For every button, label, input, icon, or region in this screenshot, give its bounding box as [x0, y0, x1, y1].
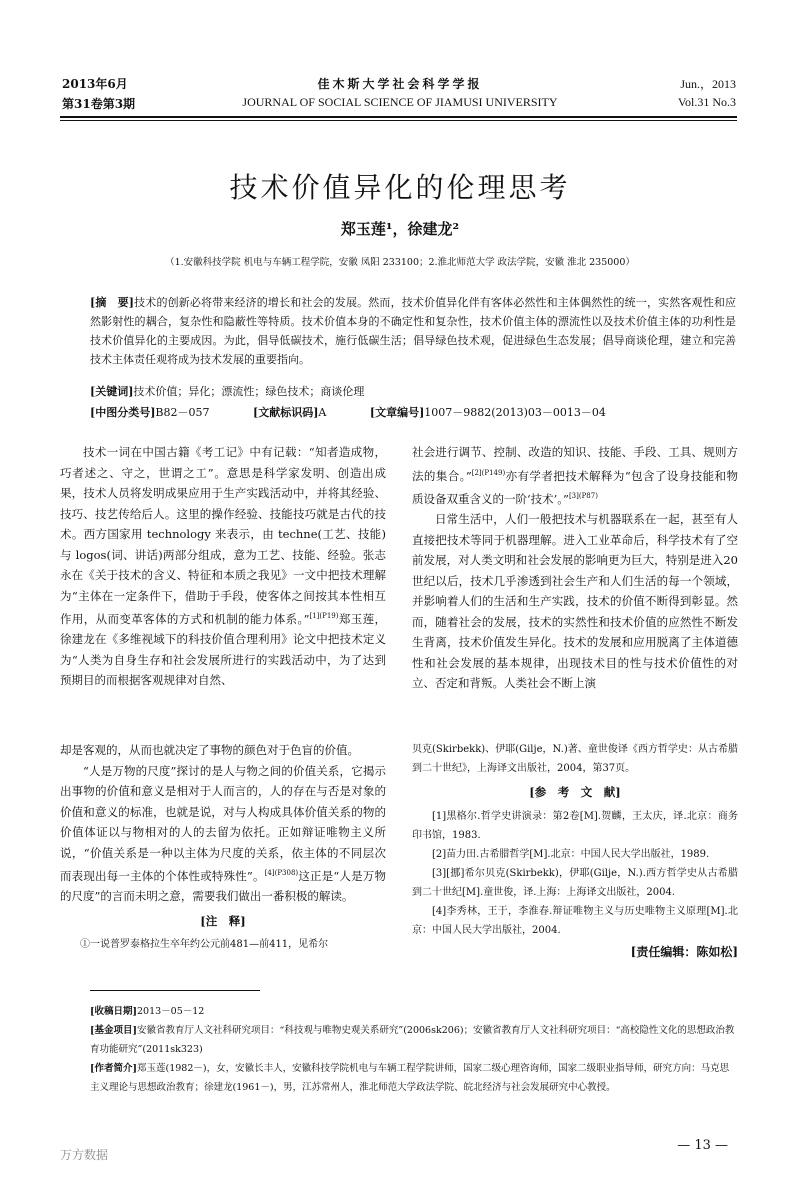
fund-info [90, 1021, 736, 1059]
text: 安徽省教育厅人文社科研究项目：“科技观与唯物史观关系研究”(2006sk206)；安徽省教育厅人文社科研究项目：“高校隐性文化的思想政治教育功能研究”(2011sk323) [90, 1025, 735, 1055]
paper-affiliation: （1.安徽科技学院 机电与车辆工程学院，安徽 凤阳 233100；2.淮北师范大学 政法学院，安徽 淮北 235000） [165, 257, 635, 268]
abstract [90, 293, 736, 369]
received-date [90, 1002, 736, 1021]
body-left-column [60, 442, 386, 691]
lower-left-column [60, 740, 386, 954]
body-right-column [412, 442, 738, 694]
doc-code-value: A [318, 406, 327, 419]
keywords-label: [关键词] [90, 385, 134, 398]
header-rule-thin [60, 120, 737, 121]
label: [作者简介] [90, 1063, 137, 1074]
references-heading: [参 考 文 献] [529, 785, 621, 799]
note-item: ①一说普罗泰格拉生卒年约公元前481—前411，见希尔 [80, 939, 329, 951]
journal-name-en: JOURNAL OF SOCIAL SCIENCE OF JIAMUSI UNIVERSITY [242, 95, 558, 109]
footnote-rule [90, 990, 260, 991]
reference-item: [1]黑格尔.哲学史讲演录：第2卷[M].贺麟，王太庆，译.北京：商务印书馆，1983. [412, 810, 738, 841]
author-bio [90, 1059, 736, 1097]
lower-right-column [412, 740, 738, 962]
doc-code-label: [文献标识码] [253, 406, 319, 419]
note-continuation: 贝克(Skirbekk)、伊耶(Gilje，N.)著、童世俊译《西方哲学史：从古希腊到二十世纪》，上海译文出版社，2004，第37页。 [412, 744, 738, 774]
reference-item: [2]苗力田.古希腊哲学[M].北京：中国人民大学出版社，1989. [432, 848, 710, 860]
abstract-text: 技术的创新必将带来经济的增长和社会的发展。然而，技术价值异化伴有客体必然性和主体偶然性的统一，实然客观性和应然影射性的耦合，复杂性和隐蔽性等特质。技术价值本身的不确定性和复杂性，技术价值主体的漂流性以及技术价值主体的功利性是技术价值异化的主要成因。为此，倡导低碳技术，施行低碳生活；倡导绿色技术观，促进绿色生态发展；倡导商谈伦理，建立和完善技术主体责任观将成为技术发展的重要指向。 [90, 296, 736, 366]
text: 技术一词在中国古籍《考工记》中有记载：“知者造成物，巧者述之、守之，世谓之工”。意思是科学家发明、创造出成果，技术人员将发明成果应用于生产实践活动中，并将其经验、技巧、技艺传给后人。这里的操作经验、技能技巧就是古代的技术。西方国家用 technology 来表示，由 techne(工艺、技能)与 logos(词、讲话)两部分组成，意为工艺、技能、经验。张志永在《关于技术的含义、特征和本质之我见》一文中把技术理解为“主体在一定条件下，借助于手段，使客体之间按其本性相互作用，从而变革客体的方式和机制的能力体系。” [60, 445, 386, 626]
reference-item: [3][挪]希尔贝克(Skirbekk)，伊耶(Gilje，N.).西方哲学史从古希腊到二十世纪[M].童世俊，译.上海：上海译文出版社，2004. [412, 867, 738, 898]
paragraph [60, 761, 386, 907]
page-number: — 13 — [677, 1138, 728, 1153]
citation: [4](P308) [264, 869, 299, 877]
text: 郑玉莲(1982－)，女，安徽长丰人，安徽科技学院机电与车辆工程学院讲师，国家二级心理咨询师，国家二级职业指导师，研究方向：马克思主义理论与思想政治教育；徐建龙(1961－)，男，江苏常州人，淮北师范大学政法学院、皖北经济与社会发展研究中心教授。 [90, 1063, 730, 1093]
text: 社会进行调节、控制、改造的知识、技能、手段、工具、规则方法的集合。” [412, 445, 738, 483]
text: 这正是“人是万物的尺度”的言而未明之意，需要我们做出一番积极的解读。 [60, 868, 386, 904]
paragraph: 日常生活中，人们一般把技术与机器联系在一起，甚至有人直接把技术等同于机器理解。进入工业革命后，科学技术有了空前发展，对人类文明和社会发展的影响更为巨大，特别是进入20世纪以后，技术几乎渗透到社会生产和人们生活的每一个领域，并影响着人们的生活和生产实践，技术的价值不断得到彰显。然而，随着社会的发展，技术的实然性和技术价值的应然性不断发生背离，技术价值发生异化。技术的发展和应用脱离了主体道德性和社会发展的基本规律，出现技术目的性与技术价值性的对立、否定和背叛。人类社会不断上演 [412, 512, 738, 691]
footnotes [90, 1002, 736, 1097]
paper-title: 技术价值异化的伦理思考 [229, 171, 571, 204]
citation: [3](P87) [568, 491, 598, 500]
clc-value: B82－057 [155, 406, 210, 419]
watermark: 万方数据 [60, 1148, 109, 1162]
citation: [2](P149) [471, 468, 506, 477]
citation: [1](P19) [309, 612, 339, 620]
notes-heading: [注 释] [200, 913, 246, 928]
label: [基金项目] [90, 1025, 137, 1036]
abstract-label: [摘 要] [90, 296, 135, 309]
paragraph [412, 442, 738, 509]
reference-list [412, 807, 738, 940]
keywords [90, 382, 736, 401]
header-date-en: Jun.，2013 [680, 77, 736, 91]
paragraph: 却是客观的，从而也就决定了事物的颜色对于色盲的价值。 [60, 743, 359, 757]
article-number-label: [文章编号] [369, 406, 425, 419]
article-number-value: 1007－9882(2013)03－0013－04 [424, 406, 606, 419]
clc-label: [中图分类号] [90, 406, 156, 419]
classification-line [90, 403, 736, 422]
journal-name-cn: 佳木斯大学社会科学学报 [317, 77, 483, 91]
paper-authors: 郑玉莲¹，徐建龙² [340, 220, 460, 238]
keywords-text: 技术价值；异化；漂流性；绿色技术；商谈伦理 [133, 385, 365, 398]
header-volume-en: Vol.31 No.3 [677, 95, 736, 109]
label: [收稿日期] [90, 1006, 137, 1017]
paragraph [60, 442, 386, 691]
responsible-editor: [责任编辑：陈如松] [630, 944, 738, 959]
text: 亦有学者把技术解释为“包含了设身技能和物质设备双重含义的一阶‘技术’。” [412, 468, 738, 506]
text: “人是万物的尺度”探讨的是人与物之间的价值关系，它揭示出事物的价值和意义是相对于人而言的，人的存在与否是对象的价值和意义的标准，也就是说，对与人构成具体价值关系的物的价值体证以与物相对的人的去留为依托。正如辩证唯物主义所说，“价值关系是一种以主体为尺度的关系，依主体的不同层次而表现出每一主体的个体性或特殊性”。 [60, 763, 386, 883]
header-volume: 第31卷第3期 [62, 97, 136, 111]
header-date: 2013年6月 [62, 77, 128, 91]
header-rule [60, 116, 737, 118]
text: 2013－05－12 [137, 1006, 205, 1017]
text: 郑玉莲，徐建龙在《多维视域下的科技价值合理利用》论文中把技术定义为“人类为自身生存和社会发展所进行的实践活动中，为了达到预期目的而根据客观规律对自然、 [60, 611, 386, 688]
reference-item: [4]李秀林，王于，李淮春.辩证唯物主义与历史唯物主义原理[M].北京：中国人民大学出版社，2004. [412, 905, 738, 936]
